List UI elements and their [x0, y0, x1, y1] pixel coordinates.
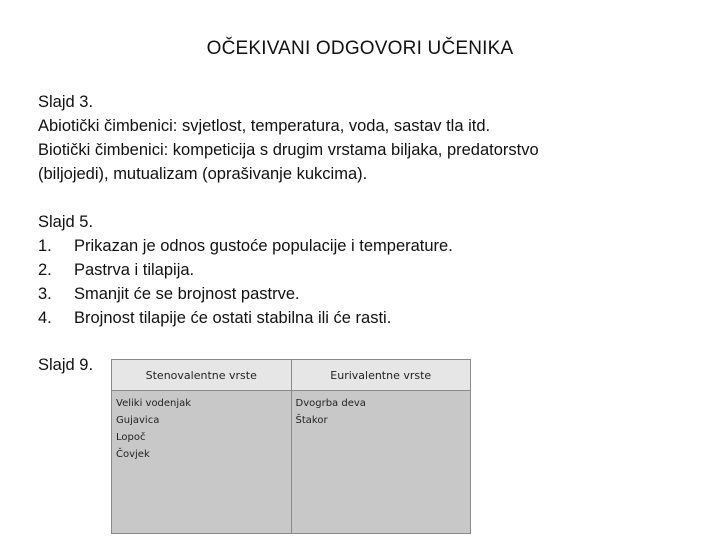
slide3-line: (biljojedi), mutualizam (oprašivanje kukcima). [38, 165, 368, 183]
species-item: Veliki vodenjak [116, 398, 192, 409]
table-header-row [112, 360, 471, 391]
species-item: Dvogrba deva [295, 398, 366, 409]
list-item-text: Prikazan je odnos gustoće populacije i temperature. [74, 237, 453, 255]
list-item-text: Brojnost tilapije će ostati stabilna ili će rasti. [74, 309, 392, 327]
list-item [38, 282, 698, 306]
slide3-section [38, 90, 698, 186]
list-item-number: 2. [38, 261, 52, 279]
list-item-text: Pastrva i tilapija. [74, 261, 195, 279]
list-item-number: 3. [38, 285, 52, 303]
slide5-section [38, 210, 698, 330]
species-item: Gujavica [116, 415, 160, 426]
species-table [111, 359, 471, 534]
species-item: Štakor [295, 415, 328, 426]
list-item [38, 234, 698, 258]
list-item-number: 1. [38, 237, 52, 255]
slide9-heading: Slajd 9. [38, 356, 94, 374]
list-item-text: Smanjit će se brojnost pastrve. [74, 285, 300, 303]
list-item-number: 4. [38, 309, 52, 327]
stenovalent-cell [112, 391, 292, 534]
table-header-eurivalent: Eurivalentne vrste [291, 360, 471, 391]
list-item [38, 258, 698, 282]
table-row [112, 391, 471, 534]
eurivalent-cell [291, 391, 471, 534]
species-item: Čovjek [116, 449, 150, 460]
slide3-line: Abiotički čimbenici: svjetlost, temperatura, voda, sastav tla itd. [38, 117, 491, 135]
slide3-line: Biotički čimbenici: kompeticija s drugim vrstama biljaka, predatorstvo [38, 141, 539, 159]
slide5-heading: Slajd 5. [38, 213, 94, 231]
species-item: Lopoč [116, 432, 146, 443]
page-title: OČEKIVANI ODGOVORI UČENIKA [206, 38, 514, 59]
slide3-heading: Slajd 3. [38, 93, 94, 111]
table-header-stenovalent: Stenovalentne vrste [112, 360, 292, 391]
list-item [38, 306, 698, 330]
